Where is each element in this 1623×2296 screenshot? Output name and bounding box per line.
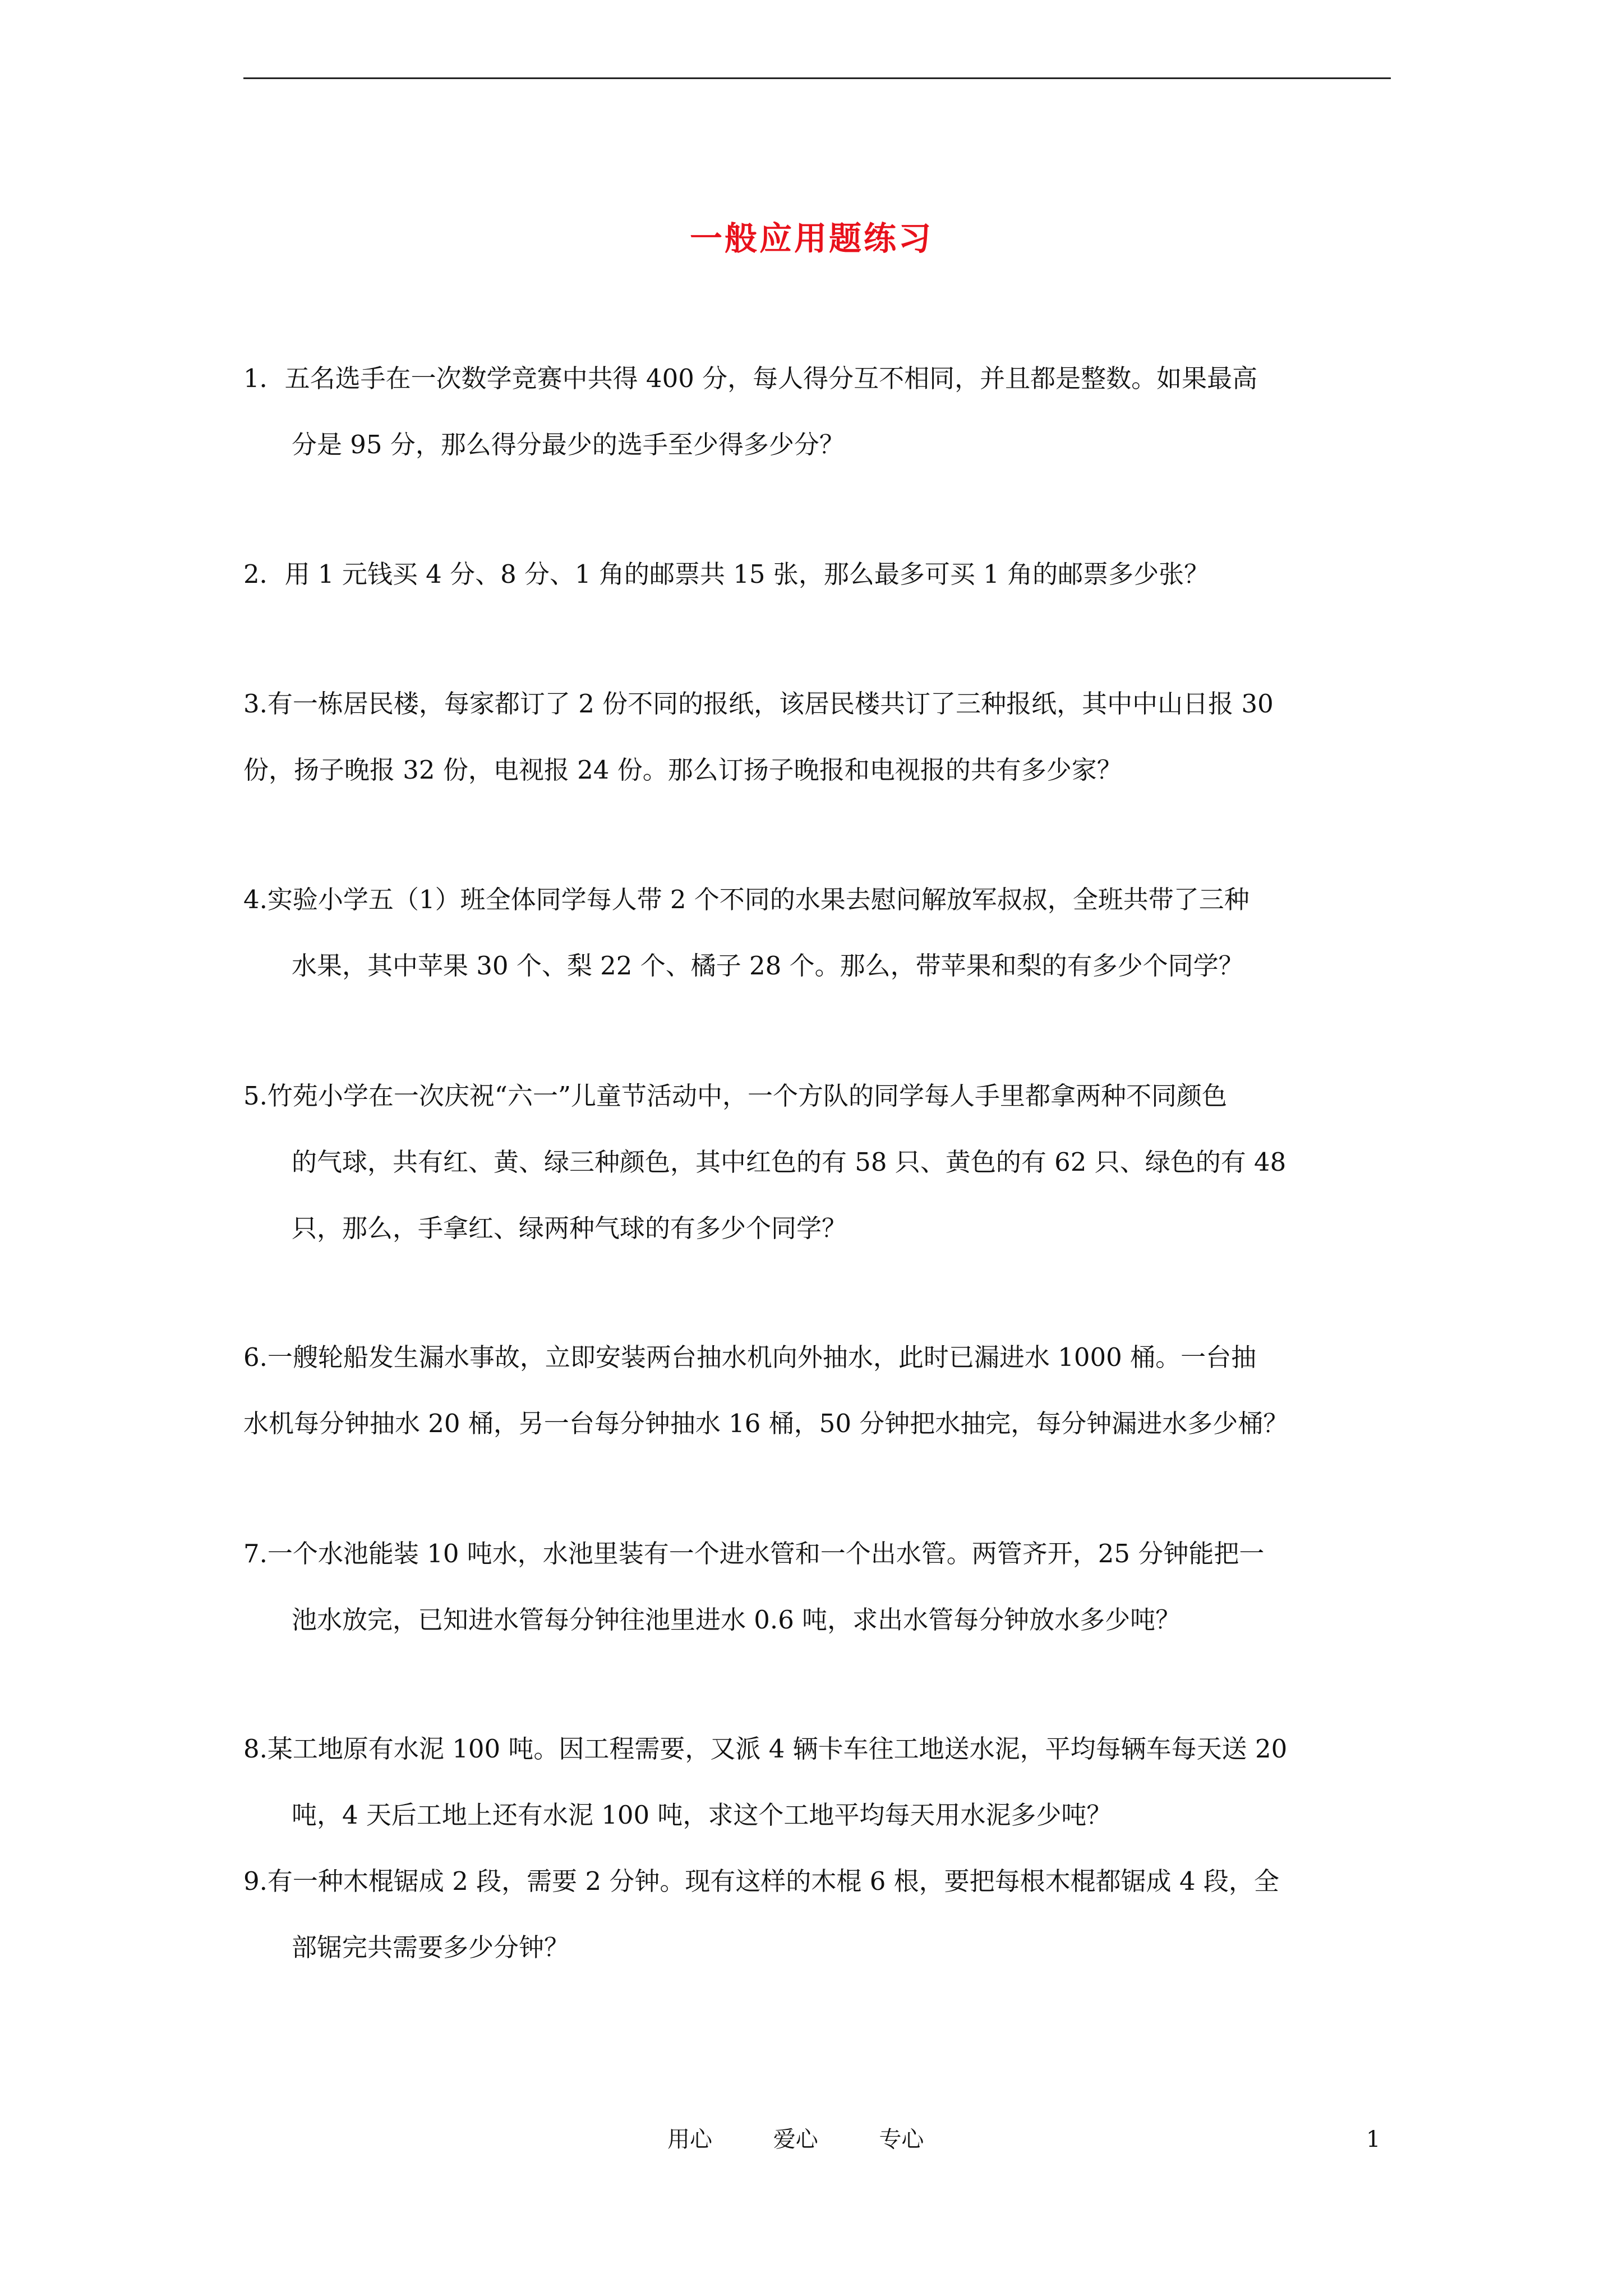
question-5-line-2: 的气球，共有红、黄、绿三种颜色，其中红色的有 58 只、黄色的有 62 只、绿色的有 48 xyxy=(292,1147,1287,1177)
footer-motto-word-1: 用心 xyxy=(667,2127,712,2152)
question-9-line-2: 部锯完共需要多少分钟？ xyxy=(292,1932,570,1962)
question-7-line-1: 7.一个水池能装 10 吨水，水池里装有一个进水管和一个出水管。两管齐开，25 分钟能把一 xyxy=(243,1539,1265,1568)
footer-motto xyxy=(667,2124,924,2155)
question-7-line-2: 池水放完，已知进水管每分钟往池里进水 0.6 吨，求出水管每分钟放水多少吨？ xyxy=(292,1605,1181,1635)
question-8-line-1: 8.某工地原有水泥 100 吨。因工程需要，又派 4 辆卡车往工地送水泥，平均每辆车每天送 20 xyxy=(243,1734,1288,1764)
page-title: 一般应用题练习 xyxy=(689,219,933,257)
question-5-line-1: 5.竹苑小学在一次庆祝“六一”儿童节活动中，一个方队的同学每人手里都拿两种不同颜色 xyxy=(243,1081,1227,1111)
question-3-line-1: 3.有一栋居民楼，每家都订了 2 份不同的报纸，该居民楼共订了三种报纸，其中中山日报 30 xyxy=(243,689,1274,719)
question-2-line-1: 2．用 1 元钱买 4 分、8 分、1 角的邮票共 15 张，那么最多可买 1 角的邮票多少张？ xyxy=(243,559,1210,589)
question-8-line-2: 吨，4 天后工地上还有水泥 100 吨，求这个工地平均每天用水泥多少吨？ xyxy=(292,1800,1112,1830)
question-3-line-2: 份，扬子晚报 32 份，电视报 24 份。那么订扬子晚报和电视报的共有多少家？ xyxy=(243,755,1122,785)
footer-motto-word-3: 专心 xyxy=(879,2127,924,2152)
footer-motto-word-2: 爱心 xyxy=(773,2127,818,2152)
question-1-line-2: 分是 95 分，那么得分最少的选手至少得多少分？ xyxy=(292,430,845,459)
page-number: 1 xyxy=(1366,2127,1381,2152)
question-1-line-1: 1．五名选手在一次数学竞赛中共得 400 分，每人得分互不相同，并且都是整数。如果最高 xyxy=(243,364,1258,393)
question-9-line-1: 9.有一种木棍锯成 2 段，需要 2 分钟。现有这样的木棍 6 根，要把每根木棍都锯成 4 段，全 xyxy=(243,1866,1279,1896)
question-4-line-2: 水果，其中苹果 30 个、梨 22 个、橘子 28 个。那么，带苹果和梨的有多少个同学？ xyxy=(292,951,1244,981)
question-5-line-3: 只，那么，手拿红、绿两种气球的有多少个同学？ xyxy=(292,1213,847,1243)
question-4-line-1: 4.实验小学五（1）班全体同学每人带 2 个不同的水果去慰问解放军叔叔，全班共带了三种 xyxy=(243,885,1249,914)
question-6-line-2: 水机每分钟抽水 20 桶，另一台每分钟抽水 16 桶，50 分钟把水抽完，每分钟漏进水多少桶？ xyxy=(243,1409,1289,1438)
question-6-line-1: 6.一艘轮船发生漏水事故，立即安装两台抽水机向外抽水，此时已漏进水 1000 桶。一台抽 xyxy=(243,1342,1257,1372)
